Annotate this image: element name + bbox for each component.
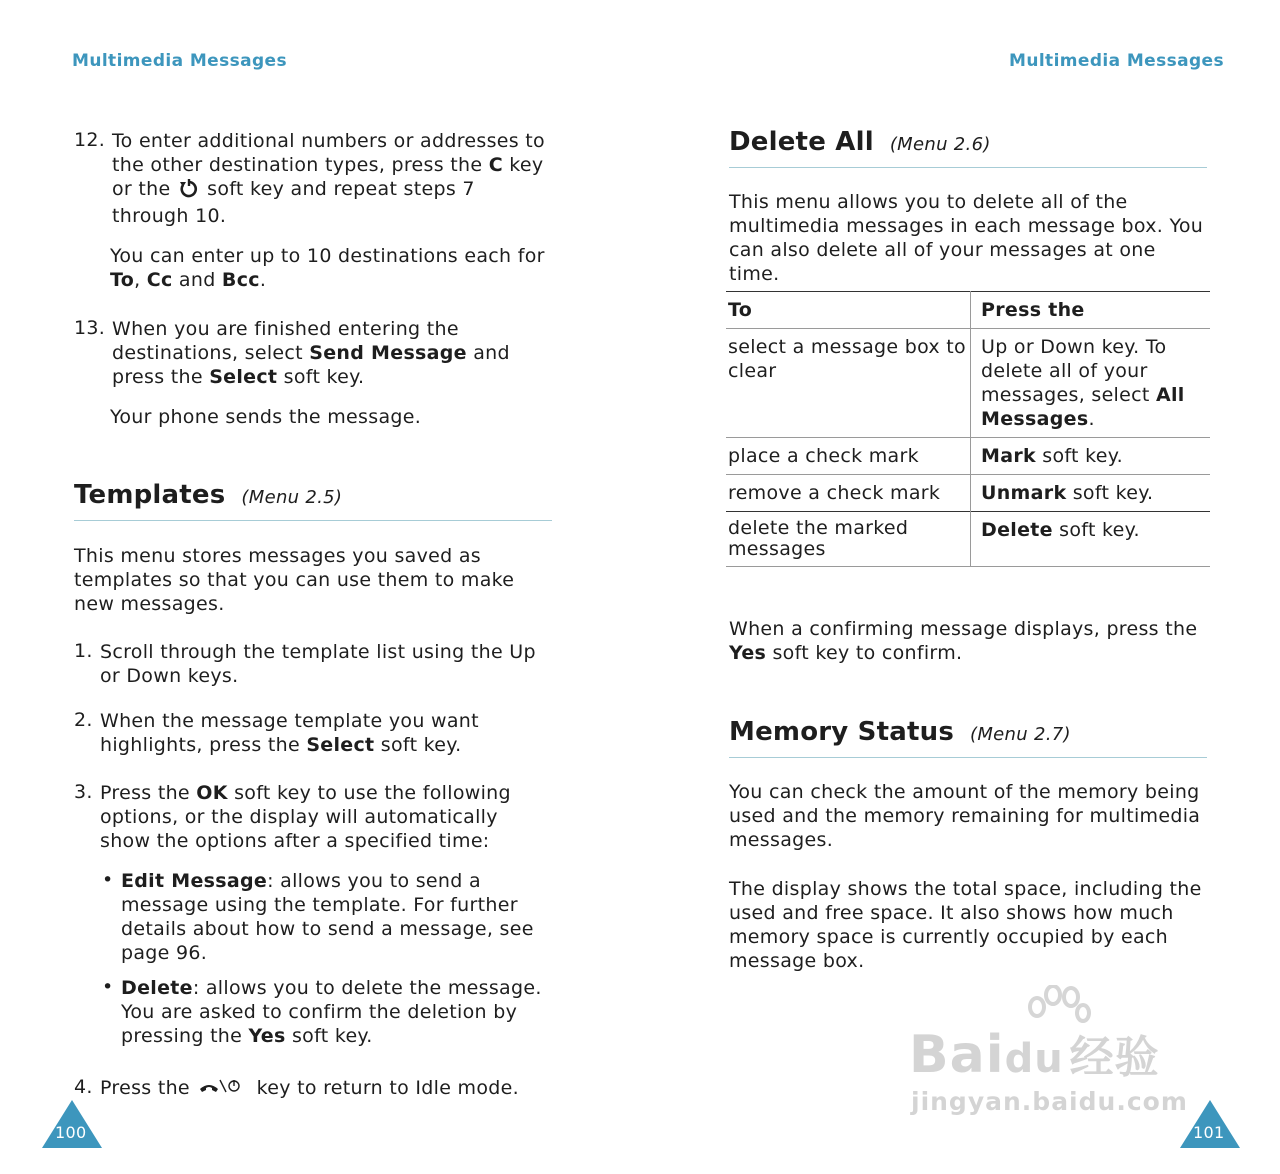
table-header-to: To [728, 299, 753, 321]
delete-all-rule [729, 167, 1207, 168]
memory-status-heading: Memory Status [729, 717, 954, 747]
memory-status-menu-ref: (Menu 2.7) [970, 724, 1071, 745]
c-key-label: C [488, 154, 503, 176]
step-12-number: 12. [74, 129, 106, 151]
watermark-url: jingyan.baidu.com [911, 1087, 1188, 1116]
templates-rule [74, 520, 552, 521]
table-row: remove a check mark Unmark soft key. [726, 475, 1210, 512]
end-power-key-icon [196, 1078, 244, 1102]
table-row: delete the marked messages Delete soft key. [726, 512, 1210, 567]
right-page-number: 101 [1193, 1123, 1225, 1142]
bullet-dot: • [102, 869, 114, 891]
templates-heading-block [74, 480, 554, 521]
templates-step-1: 1. Scroll through the template list using the Up or Down keys. [74, 640, 536, 687]
back-soft-key-icon [177, 178, 201, 204]
left-running-head: Multimedia Messages [72, 51, 288, 71]
bullet-delete: • Delete: allows you to delete the message. You are asked to confirm the deletion by pressing the Yes soft key. [102, 976, 542, 1047]
watermark-brand: Baidu 经验 [909, 1025, 1160, 1085]
step-13-number: 13. [74, 317, 106, 339]
delete-all-heading-block [729, 127, 1209, 168]
templates-menu-ref: (Menu 2.5) [241, 487, 343, 508]
templates-step-3: 3. Press the OK soft key to use the following options, or the display will automatically show the options after a specified time: [74, 781, 511, 852]
step-13-note: Your phone sends the message. [110, 406, 422, 428]
table-row: select a message box to clear Up or Down key. To delete all of your messages, select All Messages. [726, 329, 1210, 438]
templates-heading: Templates [74, 480, 226, 510]
templates-step-2: 2. When the message template you want highlights, press the Select soft key. [74, 709, 479, 756]
right-running-head: Multimedia Messages [1009, 51, 1225, 71]
templates-intro: This menu stores messages you saved as templates so that you can use them to make new messages. [74, 545, 515, 615]
left-page-number: 100 [55, 1123, 87, 1142]
step-13: 13. When you are finished entering the destinations, select Send Message and press the Select soft key. Your phone sends the message. [74, 317, 554, 429]
table-row: place a check mark Mark soft key. [726, 438, 1210, 475]
bullet-dot: • [102, 976, 114, 998]
baidu-watermark [905, 985, 1205, 1125]
memory-status-para-1: You can check the amount of the memory being used and the memory remaining for multimedia messages. [729, 781, 1201, 851]
delete-all-confirm: When a confirming message displays, press the Yes soft key to confirm. [729, 618, 1198, 664]
table-header-row [726, 292, 1210, 329]
memory-status-rule [729, 757, 1207, 758]
delete-all-intro: This menu allows you to delete all of the multimedia messages in each message box. You can also delete all of your messages at one time. [729, 191, 1204, 285]
step-12: 12. To enter additional numbers or addresses to the other destination types, press the C key or the soft key and repeat steps 7 through 10. You can enter up to 10 destinations each for To, Cc and Bcc. [74, 129, 545, 291]
delete-all-table [726, 291, 1210, 567]
memory-status-para-2: The display shows the total space, including the used and free space. It also shows how much memory space is currently occupied by each message box. [729, 878, 1202, 972]
table-header-press: Press the [971, 292, 1211, 329]
bullet-edit-message: • Edit Message: allows you to send a message using the template. For further details about how to send a message, see page 96. [102, 869, 534, 964]
memory-status-heading-block [729, 717, 1209, 758]
delete-all-menu-ref: (Menu 2.6) [889, 134, 991, 155]
templates-step-4: 4. Press the key to return to Idle mode. [74, 1076, 552, 1102]
delete-all-heading: Delete All [729, 127, 874, 157]
